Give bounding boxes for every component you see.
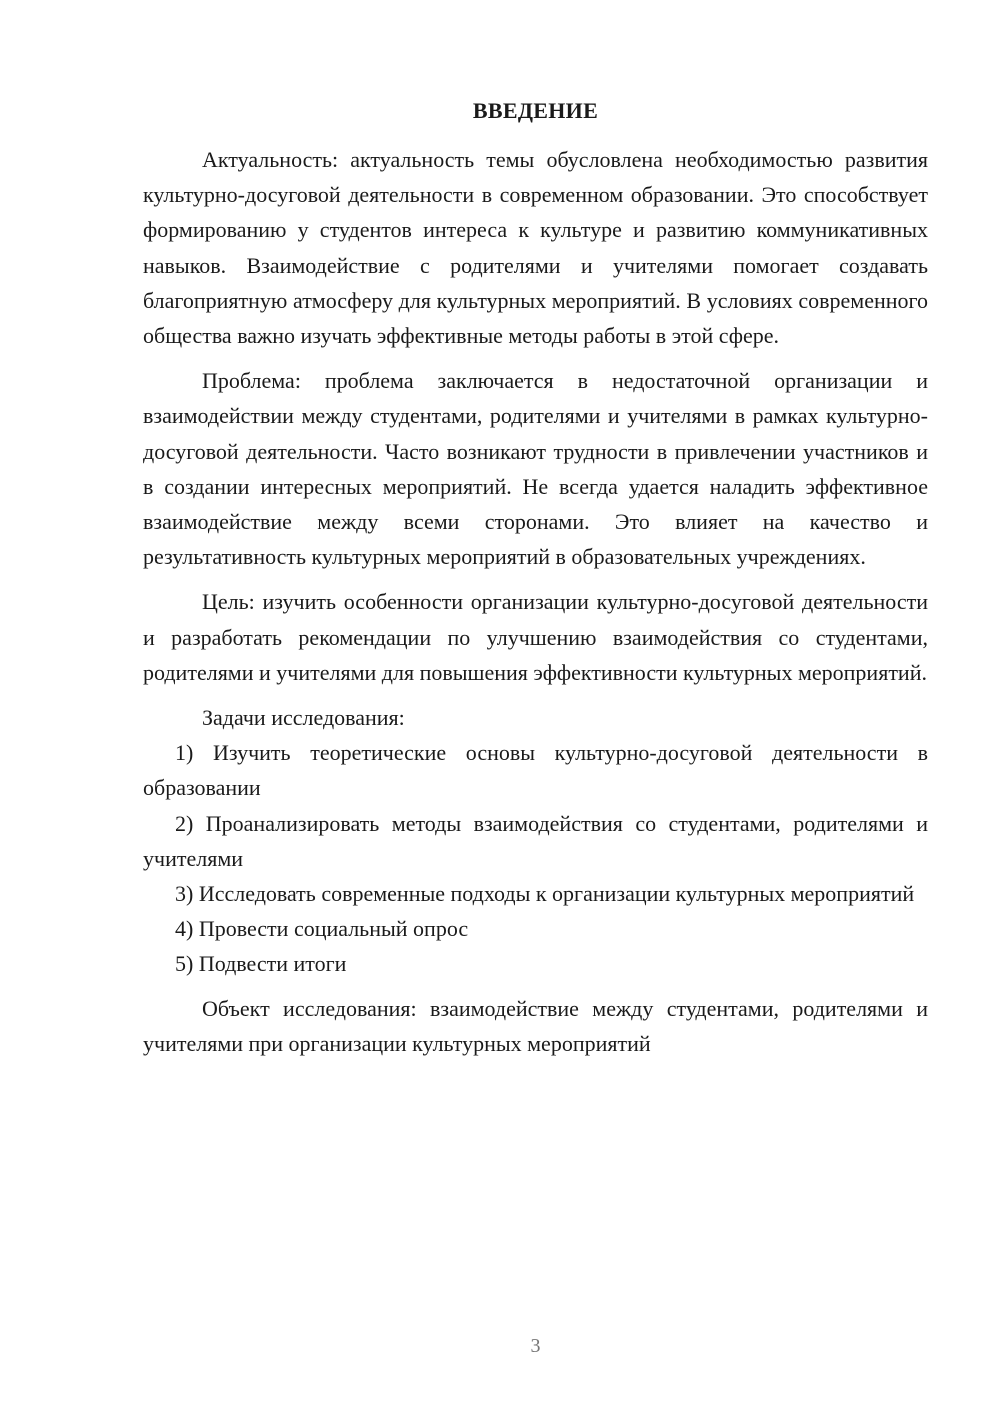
relevance-paragraph: Актуальность: актуальность темы обусловлена необходимостью развития культурно-досуговой деятельности в современном образовании. Это способствует формированию у студентов интереса к культуре и развитию коммуникативных навыков. Взаимодействие с родителями и учителями помогает создавать благоприятную атмосферу для культурных мероприятий. В условиях современного общества важно изучать эффективные методы работы в этой сфере. xyxy=(143,147,928,349)
task-item-1: 1) Изучить теоретические основы культурно-досуговой деятельности в образовании xyxy=(143,740,928,801)
object-paragraph: Объект исследования: взаимодействие между студентами, родителями и учителями при организации культурных мероприятий xyxy=(143,995,928,1056)
document-body xyxy=(143,142,928,1061)
task-item-3: 3) Исследовать современные подходы к организации культурных мероприятий xyxy=(175,881,915,907)
task-item-2: 2) Проанализировать методы взаимодействия со студентами, родителями и учителями xyxy=(143,810,928,871)
document-page xyxy=(143,0,928,1414)
page-number: 3 xyxy=(530,1335,541,1357)
goal-paragraph: Цель: изучить особенности организации культурно-досуговой деятельности и разработать рекомендации по улучшению взаимодействия со студентами, родителями и учителями для повышения эффективности культурных мероприятий. xyxy=(143,589,928,685)
problem-paragraph: Проблема: проблема заключается в недостаточной организации и взаимодействии между студентами, родителями и учителями в рамках культурно-досуговой деятельности. Часто возникают трудности в привлечении участников и в создании интересных мероприятий. Не всегда удается наладить эффективное взаимодействие между всеми сторонами. Это влияет на качество и результативность культурных мероприятий в образовательных учреждениях. xyxy=(143,368,928,570)
task-item-4: 4) Провести социальный опрос xyxy=(175,916,469,942)
tasks-heading: Задачи исследования: xyxy=(202,705,405,731)
section-title: ВВЕДЕНИЕ xyxy=(472,98,599,123)
task-item-5: 5) Подвести итоги xyxy=(175,951,347,977)
